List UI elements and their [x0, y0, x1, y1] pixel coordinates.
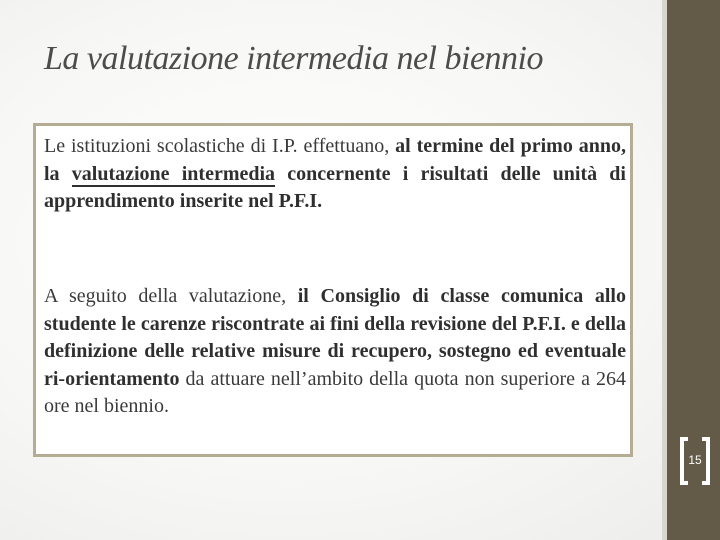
- paragraph-2-text: A seguito della valutazione,: [44, 285, 298, 307]
- page-number-badge: [680, 437, 710, 485]
- paragraph-2-bold: il Consiglio di classe comunica allo studente le carenze riscontrate ai fini della revisione del P.F.I. e della definizione delle relative misure di recupero, sostegno ed eventuale ri-orientamento: [44, 285, 626, 390]
- paragraph-1-text: Le istituzioni scolastiche di I.P. effettuano,: [44, 135, 396, 157]
- paragraph-1: [44, 133, 626, 216]
- page-number: 15: [688, 453, 702, 467]
- slide-title: La valutazione intermedia nel biennio: [44, 40, 543, 77]
- paragraph-2: [44, 283, 626, 421]
- bracket-right-icon: [702, 437, 710, 485]
- paragraph-1-bold-end: concernente i risultati delle unità di apprendimento inserite nel P.F.I.: [44, 162, 626, 212]
- paragraph-1-underlined: valutazione intermedia: [71, 162, 276, 185]
- paragraph-1-bold: al termine del primo anno, la: [44, 135, 626, 185]
- content-box: [33, 123, 633, 457]
- paragraph-2-text-end: da attuare nell’ambito della quota non superiore a 264 ore nel biennio.: [44, 367, 626, 417]
